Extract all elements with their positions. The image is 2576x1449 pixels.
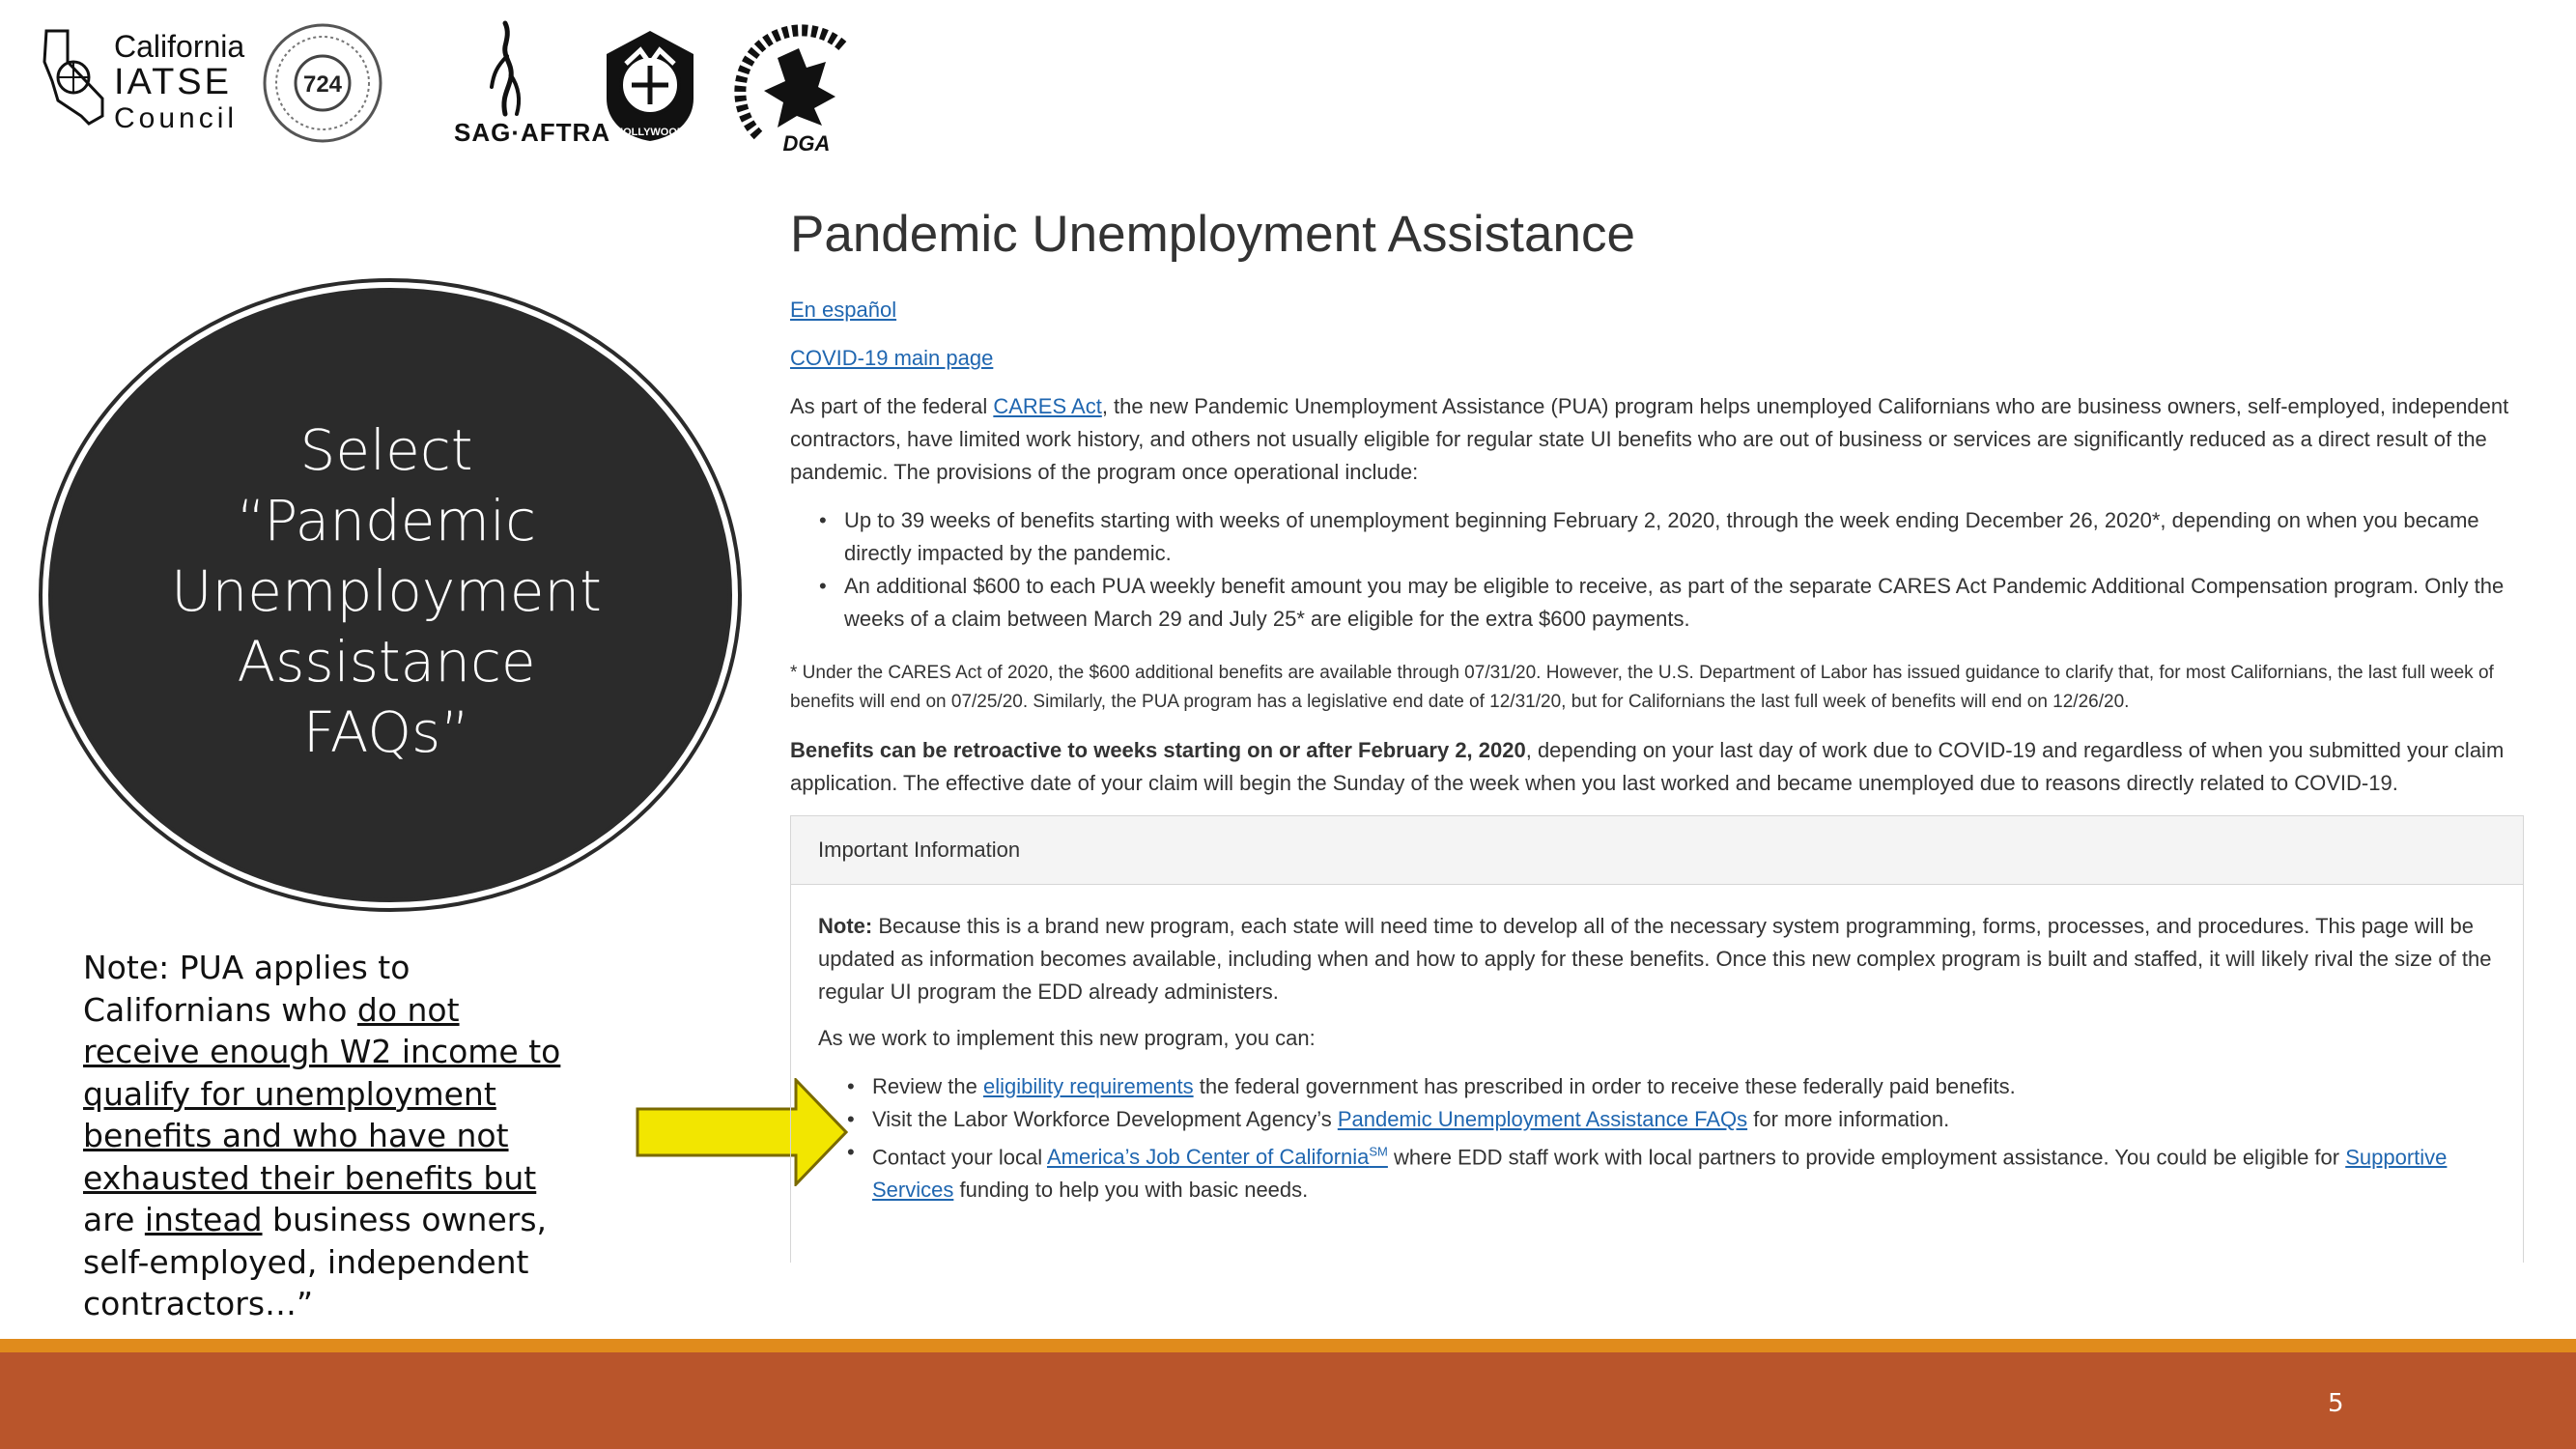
important-information-panel [790,815,2524,1263]
page-title: Pandemic Unemployment Assistance [790,206,1635,263]
list-item: • An additional $600 to each PUA weekly benefit amount you may be eligible to receive, as part of the separate CARES Act Pandemic Additional Compensation program. Only the weeks of a claim between March 29 and July 25* are eligible for the extra $600 payments. [790,570,2519,636]
item-text: funding to help you with basic needs. [953,1178,1309,1203]
note-body: Because this is a brand new program, each state will need time to develop all of the necessary system programming, forms, processes, and procedures. This page will be updated as information becomes available, including when and how to apply for these benefits. Once this new complex program is built and staffed, it will likely rival the size of the regular UI program the EDD already administers. [818,914,2492,1004]
footer-accent-line [0,1339,2576,1352]
en-espanol-link[interactable]: En español [790,298,897,322]
logo-row [39,17,889,153]
pua-note [83,947,585,1325]
callout-line: “Pandemic [237,488,536,554]
intro-text: , the new Pandemic Unemployment Assistance (PUA) program helps unemployed Californians who are business owners, self-employed, independent contractors, have limited work history, and others not usually eligible for regular state UI benefits who are out of business or services are significantly reduced as a direct result of the pandemic. The provisions of the program once operational include: [790,394,2509,484]
list-item [818,1136,2499,1207]
logo-line-california: California [114,29,245,64]
panel-lead: As we work to implement this new program, you can: [818,1026,1316,1050]
note-text: are [83,1201,145,1238]
california-state-icon [39,23,112,129]
callout-line: Unemployment [171,558,602,624]
pua-faqs-link[interactable]: Pandemic Unemployment Assistance FAQs [1337,1107,1748,1131]
intro-text: As part of the federal [790,394,994,418]
dga-text: DGA [782,131,831,155]
callout-line: Select [299,417,473,483]
americas-job-center-link[interactable] [1047,1145,1388,1169]
action-list [818,1070,2499,1207]
note-text: Note: PUA applies to Californians who [83,949,410,1029]
note-underlined: instead [144,1201,263,1238]
item-text: Review the [872,1074,983,1098]
job-center-text: America’s Job Center of California [1046,1145,1370,1170]
sag-aftra-logo [410,17,611,153]
california-iatse-council-logo [39,23,245,139]
callout-line: FAQs” [302,699,470,765]
list-item: • Up to 39 weeks of benefits starting with weeks of unemployment beginning February 2, 2020, through the week ending December 26, 2020*, depending on when you became directly impacted by the pandemic. [790,504,2519,570]
dga-logo [729,19,864,155]
edd-page-screenshot [790,193,2524,1261]
list-item [818,1070,2499,1103]
hollywood-text: HOLLYWOOD [615,127,685,138]
item-text: Visit the Labor Workforce Development Agency’s [872,1107,1338,1131]
item-text: where EDD staff work with local partners to provide employment assistance. You could be eligible for [1387,1145,2346,1170]
note-label: Note: [818,914,873,938]
note-underlined: do not receive enough W2 income to qualify for unemployment benefits and who have not exhausted their benefits but [83,990,561,1197]
list-item [818,1103,2499,1136]
supportive-services-link[interactable]: Supportive Services [872,1145,2448,1203]
cares-act-link[interactable]: CARES Act [993,394,1102,418]
local-724-logo [257,19,392,145]
logo-line-council: Council [114,102,239,134]
slide-footer [0,1352,2576,1449]
teamsters-hollywood-logo [597,21,703,147]
sag-aftra-text: SAG·AFTRA [454,118,611,147]
intro-paragraph [790,390,2519,489]
callout-line: Assistance [237,629,536,695]
item-text: Contact your local [872,1145,1047,1170]
note-text: business owners, self-employed, independent contractors…” [83,1201,548,1322]
item-text: for more information. [1747,1107,1950,1131]
panel-note [818,910,2499,1009]
retroactive-paragraph [790,734,2519,800]
panel-header: Important Information [791,816,2523,885]
callout-text [135,415,637,768]
covid-link-row [790,346,993,371]
eligibility-requirements-link[interactable]: eligibility requirements [982,1074,1194,1098]
sag-figure-icon [449,17,565,118]
spanish-link-row [790,298,896,323]
retroactive-text: , depending on your last day of work due to COVID-19 and regardless of when you submitted your claim application. The effective date of your claim will begin the Sunday of the week when you last worked and became unemployed due to reasons directly related to COVID-19. [790,738,2505,795]
provisions-list [790,504,2519,636]
footnote: * Under the CARES Act of 2020, the $600 additional benefits are available through 07/31/20. However, the U.S. Department of Labor has issued guidance to clarify that, for most Californians, the last full week of benefits will end on 07/25/20. Similarly, the PUA program has a legislative end date of 12/31/20, but for Californians the last full week of benefits will end on 12/26/20. [790,663,2494,712]
local-724-number: 724 [302,71,343,98]
retroactive-bold: Benefits can be retroactive to weeks starting on or after February 2, 2020 [790,738,1526,762]
item-text: the federal government has prescribed in order to receive these federally paid benefits. [1193,1074,2016,1098]
service-mark: SM [1369,1145,1388,1159]
slide-number: 5 [2328,1389,2344,1418]
logo-line-iatse: IATSE [114,62,232,102]
covid-main-page-link[interactable]: COVID-19 main page [790,346,994,370]
